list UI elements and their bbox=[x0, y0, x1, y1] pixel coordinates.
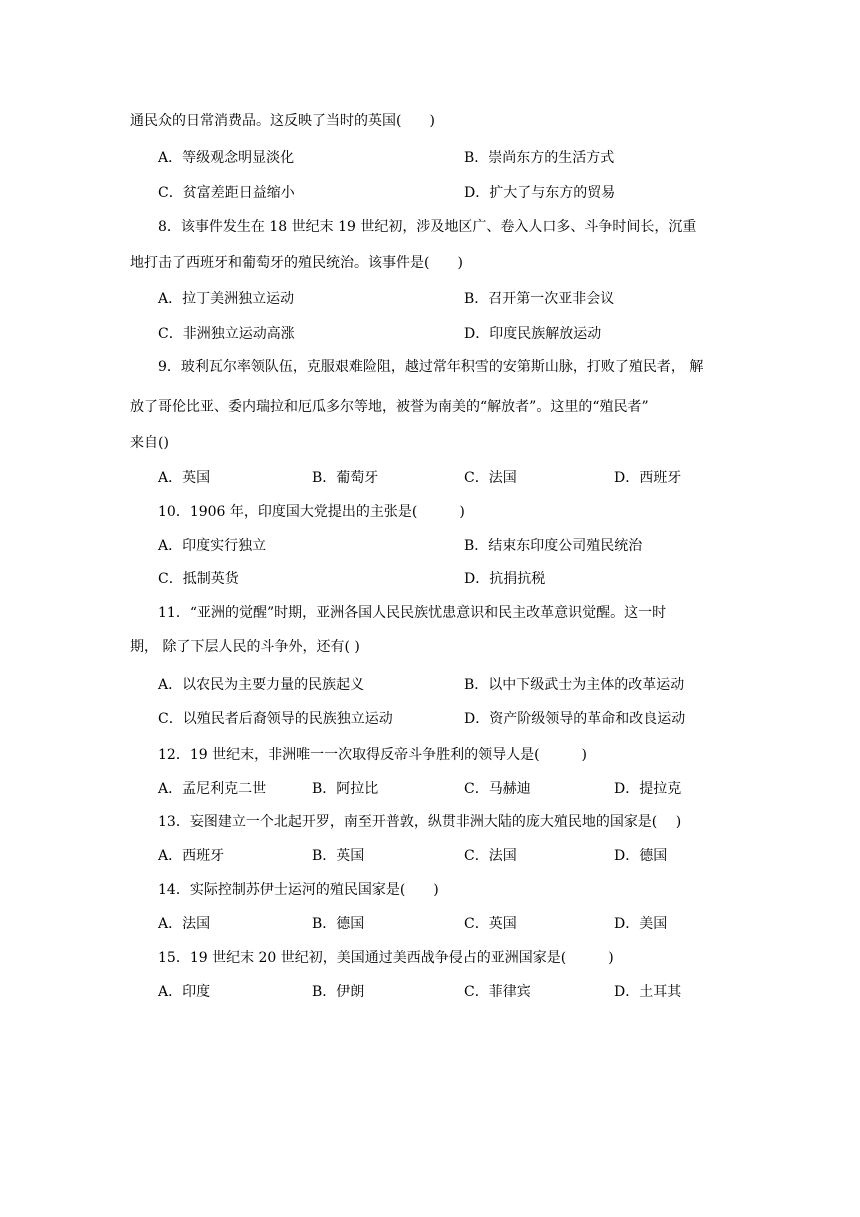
q12-stem: 12．19 世纪末，非洲唯一一次取得反帝斗争胜利的领导人是( ) bbox=[158, 747, 588, 763]
q8-stem-line-1: 8．该事件发生在 18 世纪末 19 世纪初，涉及地区广、卷入人口多、斗争时间长，沉重 bbox=[158, 219, 697, 235]
q9-option-c: C．法国 bbox=[464, 470, 517, 486]
q12-option-d: D．提拉克 bbox=[614, 781, 682, 797]
q12-option-c: C．马赫迪 bbox=[464, 781, 531, 797]
q13-option-c: C．法国 bbox=[464, 848, 517, 864]
q14-option-c: C．英国 bbox=[464, 916, 517, 932]
q10-stem: 10．1906 年，印度国大党提出的主张是( ) bbox=[158, 504, 465, 520]
q8-option-b: B．召开第一次亚非会议 bbox=[464, 291, 615, 307]
q11-stem-line-2: 期， 除了下层人民的斗争外，还有( ) bbox=[130, 639, 360, 655]
q15-option-b: B．伊朗 bbox=[312, 984, 365, 1000]
q12-option-a: A．孟尼利克二世 bbox=[158, 781, 267, 797]
q14-option-a: A．法国 bbox=[158, 916, 211, 932]
q11-stem-line-1: 11．“亚洲的觉醒”时期，亚洲各国人民民族忧患意识和民主改革意识觉醒。这一时 bbox=[158, 605, 667, 621]
q9-option-d: D．西班牙 bbox=[614, 470, 682, 486]
q13-stem: 13．妄图建立一个北起开罗，南至开普敦，纵贯非洲大陆的庞大殖民地的国家是( ) bbox=[158, 814, 682, 830]
q7-option-b: B．崇尚东方的生活方式 bbox=[464, 150, 615, 166]
q8-option-d: D．印度民族解放运动 bbox=[464, 326, 602, 342]
q14-option-b: B．德国 bbox=[312, 916, 365, 932]
q15-option-c: C．菲律宾 bbox=[464, 984, 531, 1000]
q11-option-a: A．以农民为主要力量的民族起义 bbox=[158, 677, 365, 693]
q9-option-b: B．葡萄牙 bbox=[312, 470, 379, 486]
q8-option-a: A．拉丁美洲独立运动 bbox=[158, 291, 295, 307]
q15-option-a: A．印度 bbox=[158, 984, 211, 1000]
q15-stem: 15．19 世纪末 20 世纪初，美国通过美西战争侵占的亚洲国家是( ) bbox=[158, 950, 614, 966]
q10-option-a: A．印度实行独立 bbox=[158, 538, 267, 554]
q9-stem-line-3: 来自() bbox=[130, 435, 169, 451]
q9-option-a: A．英国 bbox=[158, 470, 211, 486]
q7-option-c: C．贫富差距日益缩小 bbox=[158, 185, 295, 201]
q13-option-b: B．英国 bbox=[312, 848, 365, 864]
q13-option-d: D．德国 bbox=[614, 848, 668, 864]
q11-option-c: C．以殖民者后裔领导的民族独立运动 bbox=[158, 711, 393, 727]
q7-option-a: A．等级观念明显淡化 bbox=[158, 150, 295, 166]
q8-option-c: C．非洲独立运动高涨 bbox=[158, 326, 295, 342]
q15-option-d: D．土耳其 bbox=[614, 984, 682, 1000]
q12-option-b: B．阿拉比 bbox=[312, 781, 379, 797]
q10-option-c: C．抵制英货 bbox=[158, 571, 239, 587]
q14-stem: 14．实际控制苏伊士运河的殖民国家是( ) bbox=[158, 882, 439, 898]
q13-option-a: A．西班牙 bbox=[158, 848, 225, 864]
q9-stem-line-2: 放了哥伦比亚、委内瑞拉和厄瓜多尔等地，被誉为南美的“解放者”。这里的“殖民者” bbox=[130, 399, 649, 415]
q14-option-d: D．美国 bbox=[614, 916, 668, 932]
q7-option-d: D．扩大了与东方的贸易 bbox=[464, 185, 616, 201]
q10-option-b: B．结束东印度公司殖民统治 bbox=[464, 538, 643, 554]
q11-option-d: D．资产阶级领导的革命和改良运动 bbox=[464, 711, 686, 727]
q7-stem-tail: 通民众的日常消费品。这反映了当时的英国( ) bbox=[130, 113, 435, 129]
q10-option-d: D．抗捐抗税 bbox=[464, 571, 546, 587]
q9-stem-line-1: 9．玻利瓦尔率领队伍，克服艰难险阻，越过常年积雪的安第斯山脉，打败了殖民者， 解 bbox=[158, 359, 704, 375]
q8-stem-line-2: 地打击了西班牙和葡萄牙的殖民统治。该事件是( ) bbox=[130, 255, 463, 271]
q11-option-b: B．以中下级武士为主体的改革运动 bbox=[464, 677, 685, 693]
